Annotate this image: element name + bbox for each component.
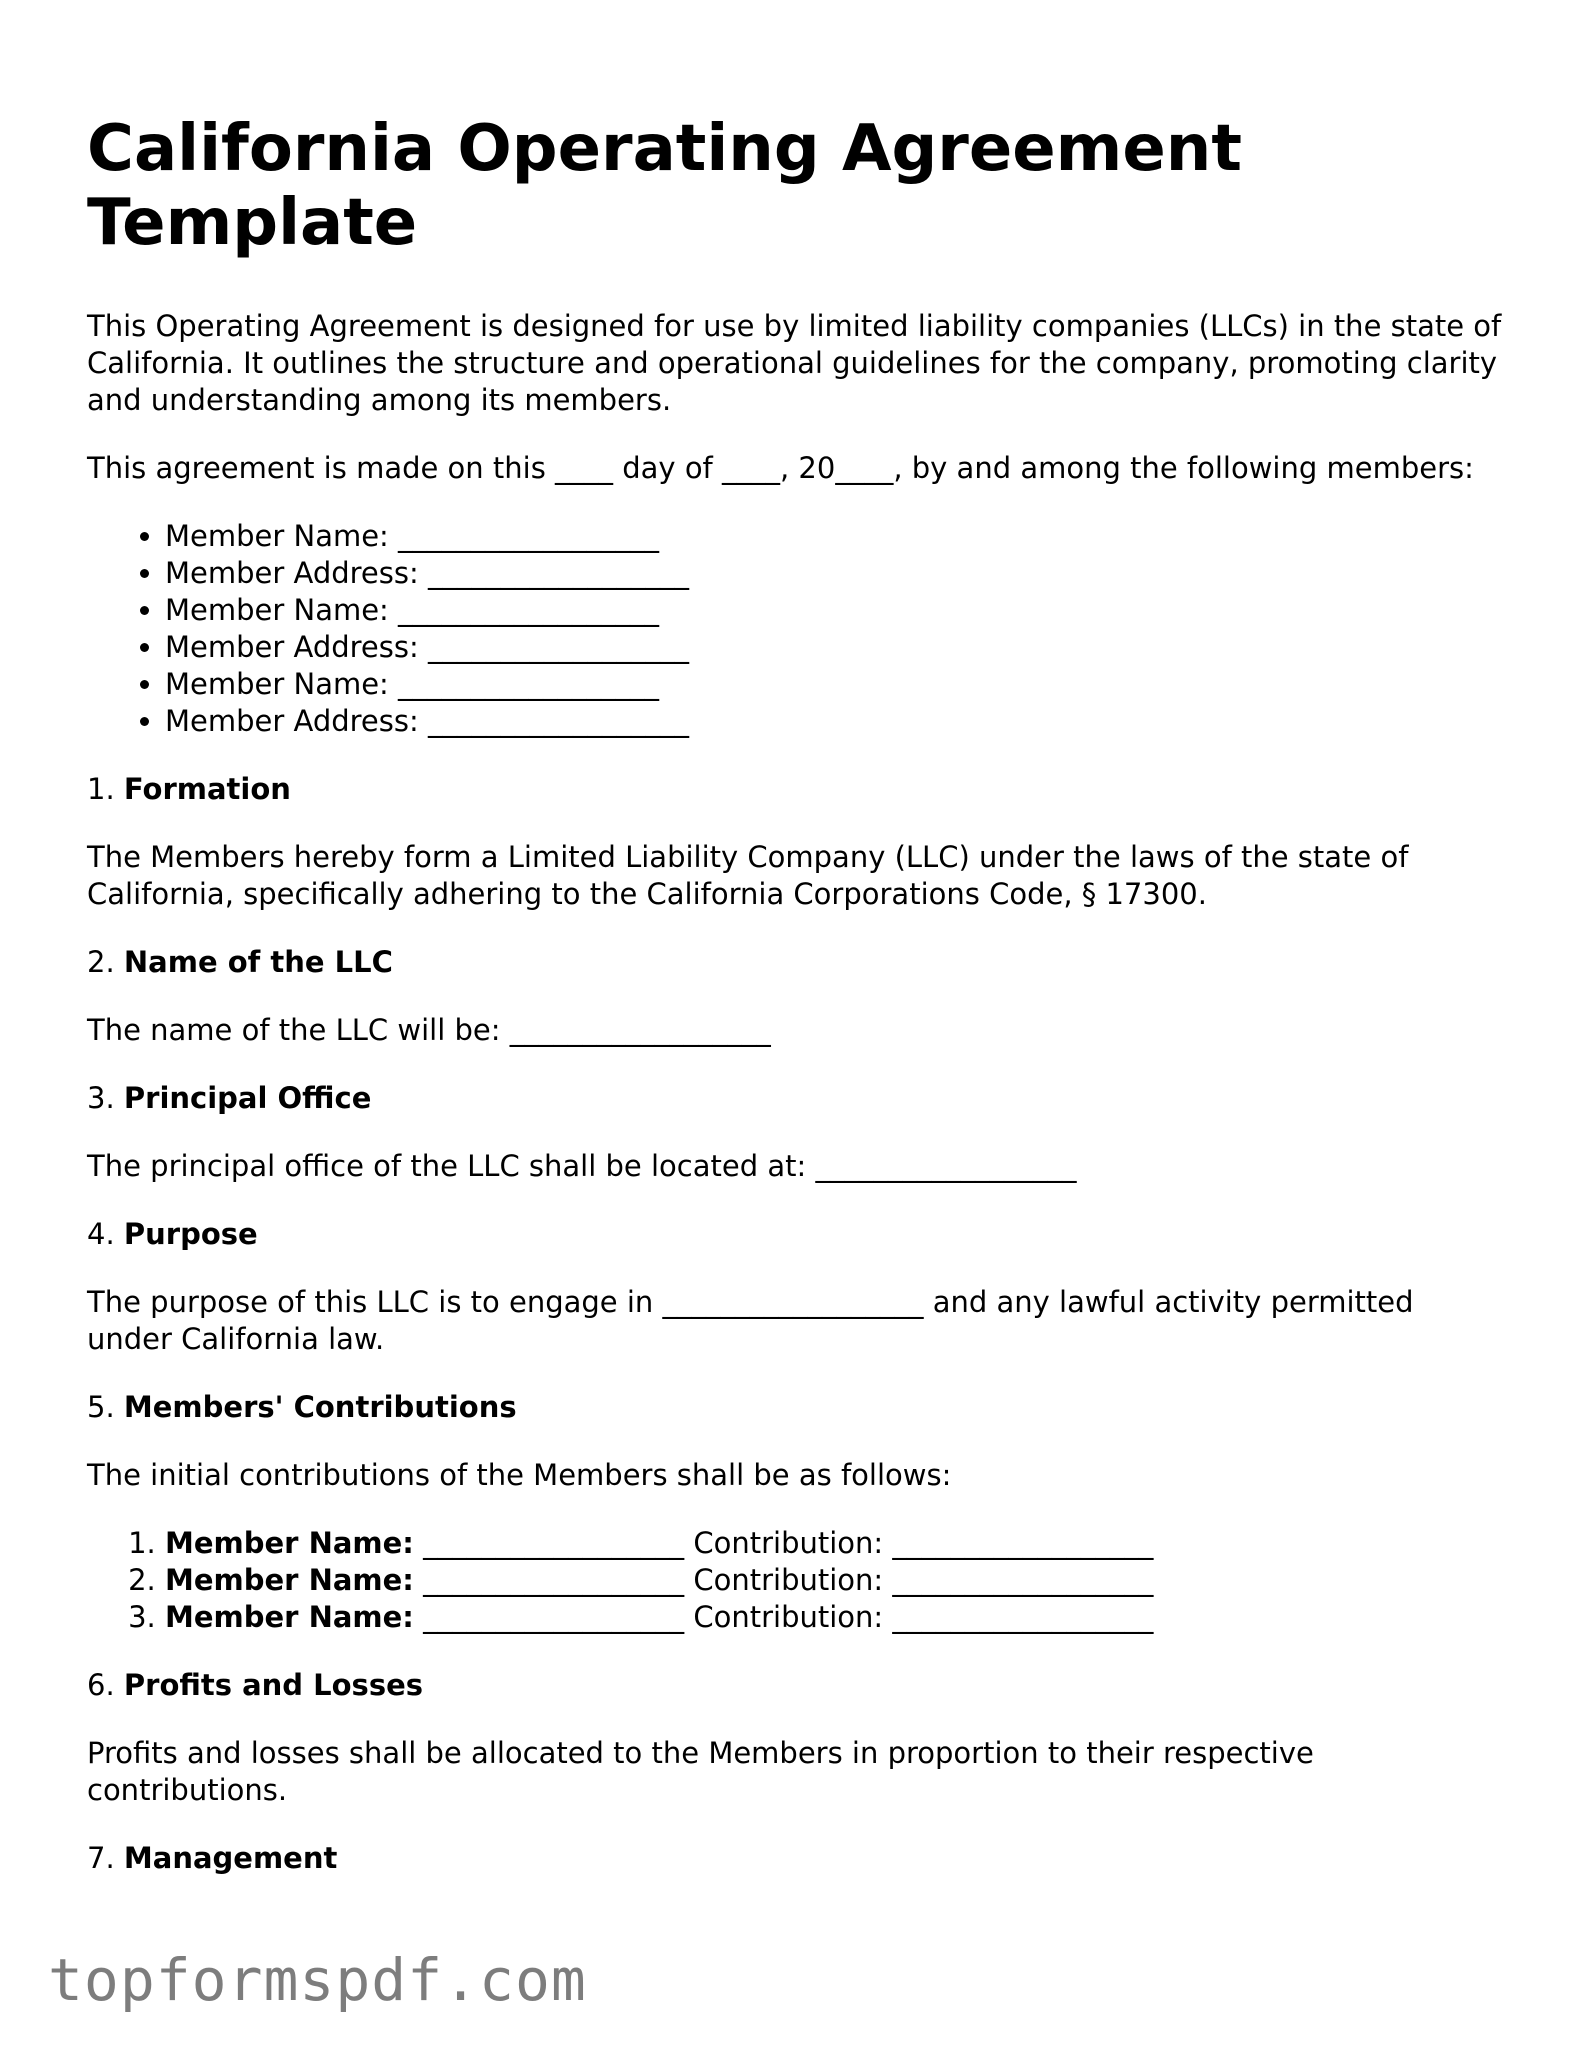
list-item: • Member Name: __________________: [165, 666, 1507, 703]
agreement-date-line: This agreement is made on this ____ day of ____, 20____, by and among the following members:: [87, 451, 1474, 485]
list-item: • Member Address: __________________: [165, 703, 1507, 740]
section-number: 3.: [87, 1081, 115, 1115]
contribution-fields: __________________ Contribution: __________________: [413, 1526, 1154, 1560]
section-number: 4.: [87, 1217, 115, 1251]
section-number: 1.: [87, 772, 115, 806]
section-body-profits: Profits and losses shall be allocated to the Members in proportion to their respective contributions.: [87, 1736, 1314, 1807]
contributions-list: [87, 1525, 1507, 1636]
contribution-fields: __________________ Contribution: __________________: [413, 1600, 1154, 1634]
section-number: 6.: [87, 1668, 115, 1702]
section-heading-name: [87, 944, 1507, 981]
section-body-name: The name of the LLC will be: __________________: [87, 1013, 771, 1047]
intro-paragraph: This Operating Agreement is designed for use by limited liability companies (LLCs) in the state of California. It outlines the structure and operational guidelines for the company, promoting clarity and understanding among its members.: [87, 309, 1502, 417]
section-body-purpose: The purpose of this LLC is to engage in __________________ and any lawful activity permitted under California law.: [87, 1285, 1414, 1356]
section-body-formation: The Members hereby form a Limited Liability Company (LLC) under the laws of the state of California, specifically adhering to the California Corporations Code, § 17300.: [87, 840, 1409, 911]
section-title: Formation: [123, 772, 291, 806]
contribution-fields: __________________ Contribution: __________________: [413, 1563, 1154, 1597]
document-page: [87, 112, 1507, 1908]
list-item: • Member Address: __________________: [165, 555, 1507, 592]
section-number: 5.: [87, 1390, 115, 1424]
section-number: 7.: [87, 1841, 115, 1875]
section-heading-purpose: [87, 1216, 1507, 1253]
section-title: Purpose: [123, 1217, 258, 1251]
list-item: [165, 1562, 1507, 1599]
contribution-label: Member Name:: [165, 1600, 414, 1634]
section-title: Profits and Losses: [123, 1668, 424, 1702]
section-heading-profits: [87, 1667, 1507, 1704]
section-title: Management: [123, 1841, 338, 1875]
section-number: 2.: [87, 945, 115, 979]
list-item: • Member Name: __________________: [165, 518, 1507, 555]
members-list: [87, 518, 1507, 740]
section-body-contributions: The initial contributions of the Members shall be as follows:: [87, 1458, 952, 1492]
list-item: [165, 1525, 1507, 1562]
section-heading-contributions: [87, 1389, 1507, 1426]
list-item: [165, 1599, 1507, 1636]
list-item: • Member Name: __________________: [165, 592, 1507, 629]
section-body-office: The principal office of the LLC shall be located at: __________________: [87, 1149, 1077, 1183]
contribution-label: Member Name:: [165, 1526, 414, 1560]
section-title: Members' Contributions: [123, 1390, 517, 1424]
section-heading-office: [87, 1080, 1507, 1117]
section-title: Principal Office: [123, 1081, 372, 1115]
list-item: • Member Address: __________________: [165, 629, 1507, 666]
section-title: Name of the LLC: [123, 945, 393, 979]
contribution-label: Member Name:: [165, 1563, 414, 1597]
section-heading-formation: [87, 771, 1507, 808]
document-title: California Operating Agreement Template: [87, 112, 1242, 260]
section-heading-management: [87, 1840, 1507, 1877]
watermark: topformspdf.com: [48, 1946, 587, 2014]
